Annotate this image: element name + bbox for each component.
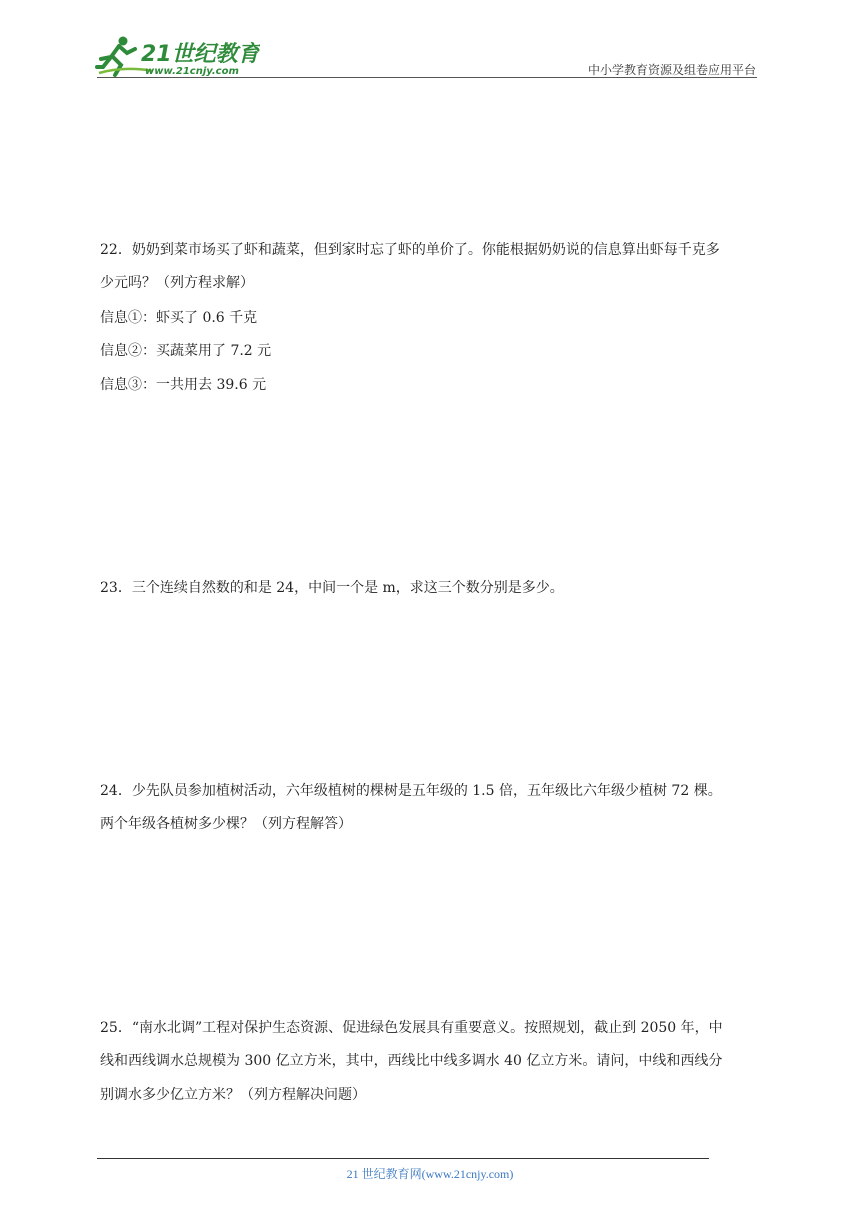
footer-divider <box>97 1158 709 1159</box>
footer-link[interactable]: 21 世纪教育网(www.21cnjy.com) <box>346 1167 514 1181</box>
question-line: 24．少先队员参加植树活动，六年级植树的棵树是五年级的 1.5 倍，五年级比六年级少植树 72 棵。 <box>100 783 722 799</box>
header-tagline: 中小学教育资源及组卷应用平台 <box>587 63 756 77</box>
question-line: 两个年级各植树多少棵？（列方程解答） <box>100 816 352 832</box>
header-divider <box>97 77 757 78</box>
question-line: 别调水多少亿立方米？（列方程解决问题） <box>100 1087 366 1103</box>
question-line: 信息①：虾买了 0.6 千克 <box>100 310 258 326</box>
question-line: 25．“南水北调”工程对保护生态资源、促进绿色发展具有重要意义。按照规划，截止到 2050 年，中 <box>100 1020 723 1036</box>
logo-text: 21世纪教育 <box>141 42 260 67</box>
question-line: 少元吗？（列方程求解） <box>100 275 254 291</box>
question-line: 23．三个连续自然数的和是 24，中间一个是 m，求这三个数分别是多少。 <box>100 580 564 596</box>
site-logo <box>95 33 260 79</box>
question-line: 信息③：一共用去 39.6 元 <box>100 377 267 393</box>
question-line: 信息②：买蔬菜用了 7.2 元 <box>100 343 272 359</box>
question-line: 线和西线调水总规模为 300 亿立方米，其中，西线比中线多调水 40 亿立方米。请问，中线和西线分 <box>100 1053 723 1069</box>
logo-url: www.21cnjy.com <box>145 66 239 77</box>
question-line: 22．奶奶到菜市场买了虾和蔬菜，但到家时忘了虾的单价了。你能根据奶奶说的信息算出虾每千克多 <box>100 242 720 258</box>
